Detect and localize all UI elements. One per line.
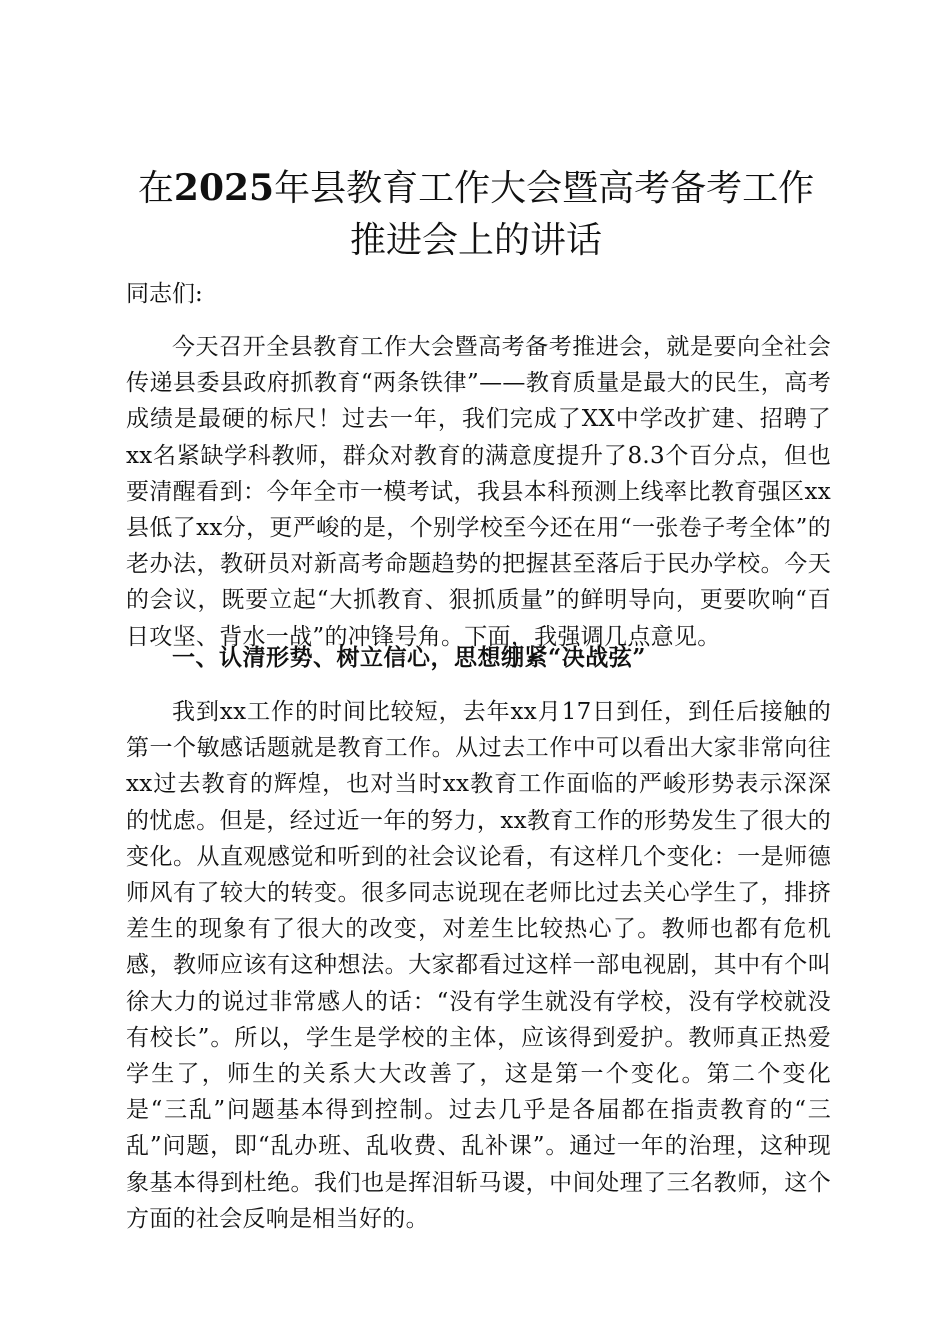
body-paragraph-opening: 今天召开全县教育工作大会暨高考备考推进会，就是要向全社会传递县委县政府抓教育“两条铁律”——教育质量是最大的民生，高考成绩是最硬的标尺！过去一年，我们完成了XX中学改扩建、招聘了xx名紧缺学科教师，群众对教育的满意度提升了8.3个百分点，但也要清醒看到：今年全市一模考试，我县本科预测上线率比教育强区xx县低了xx分，更严峻的是，个别学校至今还在用“一张卷子考全体”的老办法，教研员对新高考命题趋势的把握甚至落后于民办学校。今天的会议，既要立起“大抓教育、狠抓质量”的鲜明导向，更要吹响“百日攻坚、背水一战”的冲锋号角。下面，我强调几点意见。 bbox=[126, 334, 831, 650]
document-title bbox=[120, 162, 832, 267]
title-rest: 年县教育工作大会暨高考备考工作推进会上的讲话 bbox=[274, 168, 815, 261]
title-prefix: 在 bbox=[137, 168, 174, 209]
title-year: 2025 bbox=[173, 167, 275, 209]
section-heading: 一、认清形势、树立信心，思想绷紧“决战弦” bbox=[172, 644, 646, 671]
salutation: 同志们: bbox=[126, 281, 203, 307]
body-paragraph-section-1: 我到xx工作的时间比较短，去年xx月17日到任，到任后接触的第一个敏感话题就是教育工作。从过去工作中可以看出大家非常向往xx过去教育的辉煌，也对当时xx教育工作面临的严峻形势表示深深的忧虑。但是，经过近一年的努力，xx教育工作的形势发生了很大的变化。从直观感觉和听到的社会议论看，有这样几个变化：一是师德师风有了较大的转变。很多同志说现在老师比过去关心学生了，排挤差生的现象有了很大的改变，对差生比较热心了。教师也都有危机感，教师应该有这种想法。大家都看过这样一部电视剧，其中有个叫徐大力的说过非常感人的话：“没有学生就没有学校，没有学校就没有校长”。所以，学生是学校的主体，应该得到爱护。教师真正热爱学生了，师生的关系大大改善了，这是第一个变化。第二个变化是“三乱”问题基本得到控制。过去几乎是各届都在指责教育的“三乱”问题，即“乱办班、乱收费、乱补课”。通过一年的治理，这种现象基本得到杜绝。我们也是挥泪斩马谡，中间处理了三名教师，这个方面的社会反响是相当好的。 bbox=[126, 699, 831, 1232]
